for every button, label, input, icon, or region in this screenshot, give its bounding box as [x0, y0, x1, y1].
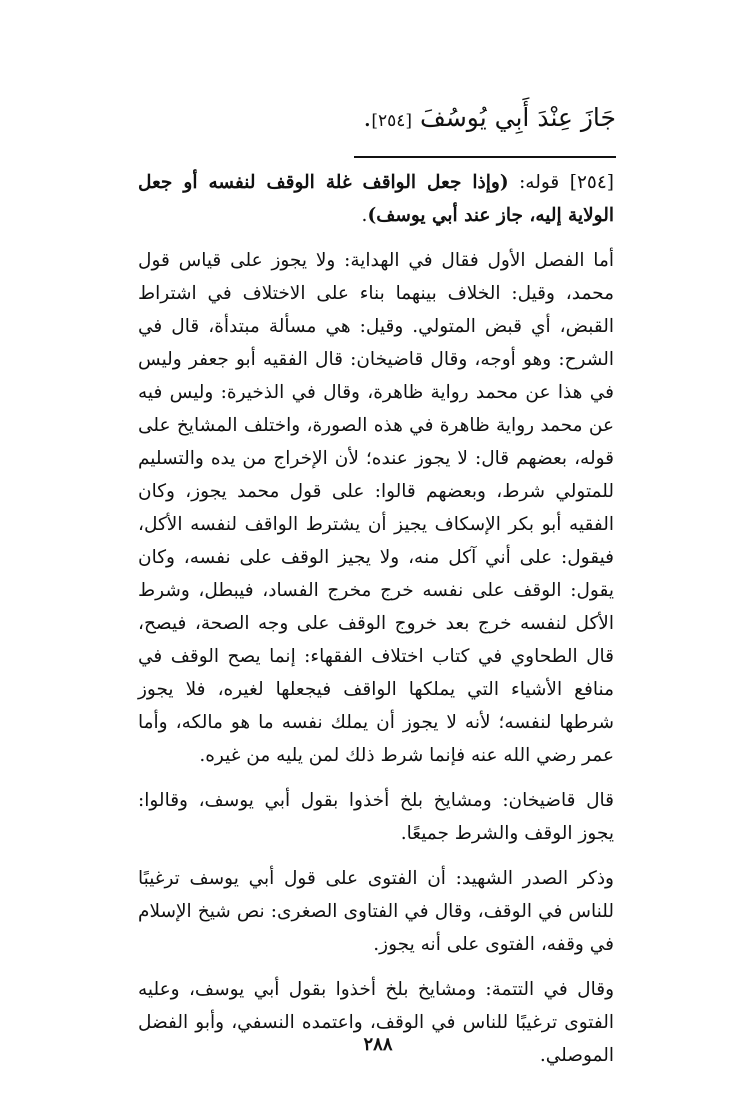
- footnote-separator-rule: [354, 156, 616, 158]
- footnote-heading: [138, 166, 614, 232]
- footnote-quote: (وإذا جعل الواقف غلة الوقف لنفسه أو جعل الولاية إليه، جاز عند أبي يوسف): [138, 172, 614, 226]
- main-text: جَازَ عِنْدَ أَبِي يُوسُفَ: [419, 103, 616, 132]
- paragraph-qadikhan: قال قاضيخان: ومشايخ بلخ أخذوا بقول أبي يوسف، وقالوا: يجوز الوقف والشرط جميعًا.: [138, 790, 614, 844]
- page-number: ٢٨٨: [363, 1034, 393, 1055]
- footnote-number: [٢٥٤]: [569, 172, 614, 193]
- main-text-line: [136, 100, 616, 139]
- paragraph-hidaya: أما الفصل الأول فقال في الهداية: ولا يجوز على قياس قول محمد، وقيل: الخلاف بينهما بناء على الاختلاف في اشتراط القبض، أي قبض المتولي. وقيل: هي مسألة مبتدأة، قال في الشرح: وهو أوجه، وقال قاضيخان: قال الفقيه أبو جعفر وليس في هذا عن محمد رواية ظاهرة، وقال في الذخيرة: وليس فيه عن محمد رواية ظاهرة في هذه الصورة، واختلف المشايخ على قوله، بعضهم قال: لا يجوز عنده؛ لأن الإخراج من يده والتسليم للمتولي شرط، وبعضهم قالوا: على قول محمد يجوز، وكان الفقيه أبو بكر الإسكاف يجيز أن يشترط الواقف لنفسه الأكل، فيقول: على أني آكل منه، ولا يجيز الوقف على نفسه، وكان يقول: الوقف على نفسه خرج مخرج الفساد، فيبطل، وشرط الأكل لنفسه خرج بعد خروج الوقف على وجه الصحة، فيصح، قال الطحاوي في كتاب اختلاف الفقهاء: إنما يصح الوقف في منافع الأشياء التي يملكها الواقف فيجعلها لغيره، فلا يجوز شرطها لنفسه؛ لأنه لا يجوز أن يملك نفسه ما هو مالكه، وأما عمر رضي الله عنه فإنما شرط ذلك لمن يليه من غيره.: [138, 250, 614, 766]
- paragraph-sadr-shahid: وذكر الصدر الشهيد: أن الفتوى على قول أبي يوسف ترغيبًا للناس في الوقف، وقال في الفتاوى الصغرى: نص شيخ الإسلام في وقفه، الفتوى على أنه يجوز.: [138, 868, 614, 955]
- footnote-lead: قوله:: [519, 172, 560, 193]
- footnote-body: [138, 166, 614, 1084]
- main-text-end-mark: .: [363, 103, 372, 132]
- paragraph-tatimma: وقال في التتمة: ومشايخ بلخ أخذوا بقول أبي يوسف، وعليه الفتوى ترغيبًا للناس في الوقف، واعتمده النسفي، وأبو الفضل الموصلي.: [138, 979, 614, 1066]
- footnote-reference: [٢٥٤]: [371, 111, 413, 131]
- footnote-end-mark: .: [361, 205, 368, 226]
